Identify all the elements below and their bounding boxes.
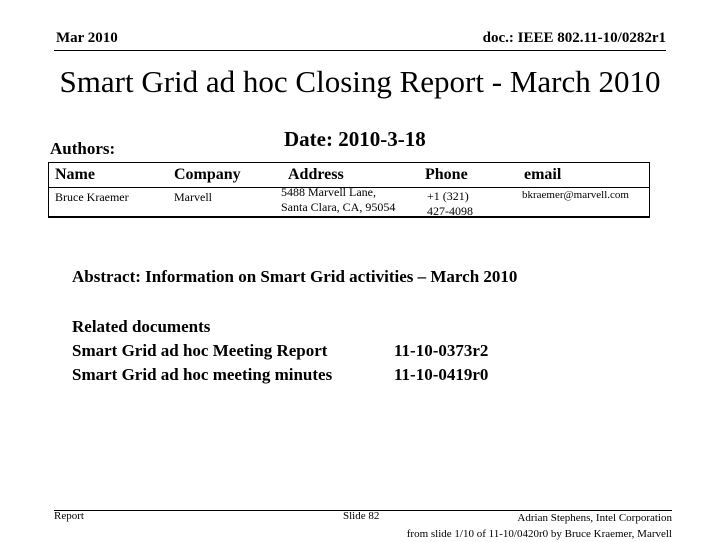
address-line-1: 5488 Marvell Lane,	[281, 185, 376, 199]
cell-name: Bruce Kraemer	[55, 190, 129, 204]
col-header-company: Company	[174, 166, 241, 183]
related-item	[72, 363, 488, 387]
cell-address	[281, 185, 395, 215]
related-item-label: Smart Grid ad hoc meeting minutes	[72, 365, 333, 384]
authors-table	[48, 162, 650, 218]
header-doc-id: doc.: IEEE 802.11-10/0282r1	[482, 30, 666, 46]
cell-phone	[427, 189, 473, 219]
authors-label: Authors:	[50, 139, 116, 158]
date-label: Date: 2010-3-18	[284, 127, 426, 151]
header-divider	[54, 50, 666, 51]
related-item	[72, 339, 488, 363]
col-header-address: Address	[288, 166, 344, 183]
footer-source: from slide 1/10 of 11-10/0420r0 by Bruce Kraemer, Marvell	[406, 528, 672, 540]
related-heading: Related documents	[72, 317, 211, 336]
related-item-doc: 11-10-0419r0	[394, 365, 489, 384]
cell-company: Marvell	[174, 190, 212, 204]
slide-title: Smart Grid ad hoc Closing Report - March 2010	[59, 64, 661, 99]
related-documents	[72, 315, 488, 387]
col-header-phone: Phone	[425, 166, 468, 183]
phone-line-1: +1 (321)	[427, 189, 469, 203]
address-line-2: Santa Clara, CA, 95054	[281, 200, 396, 214]
related-item-label: Smart Grid ad hoc Meeting Report	[72, 341, 328, 360]
col-header-name: Name	[55, 166, 95, 183]
footer-author: Adrian Stephens, Intel Corporation	[517, 512, 672, 524]
col-header-email: email	[524, 166, 562, 183]
phone-line-2: 427-4098	[427, 204, 473, 218]
header-date: Mar 2010	[56, 30, 118, 46]
abstract-text: Abstract: Information on Smart Grid activities – March 2010	[72, 267, 518, 286]
related-item-doc: 11-10-0373r2	[394, 341, 489, 360]
cell-email: bkraemer@marvell.com	[522, 189, 629, 201]
footer-slide-number: Slide 82	[343, 510, 380, 522]
footer-report-label: Report	[54, 510, 84, 522]
footer-attribution	[407, 510, 672, 542]
